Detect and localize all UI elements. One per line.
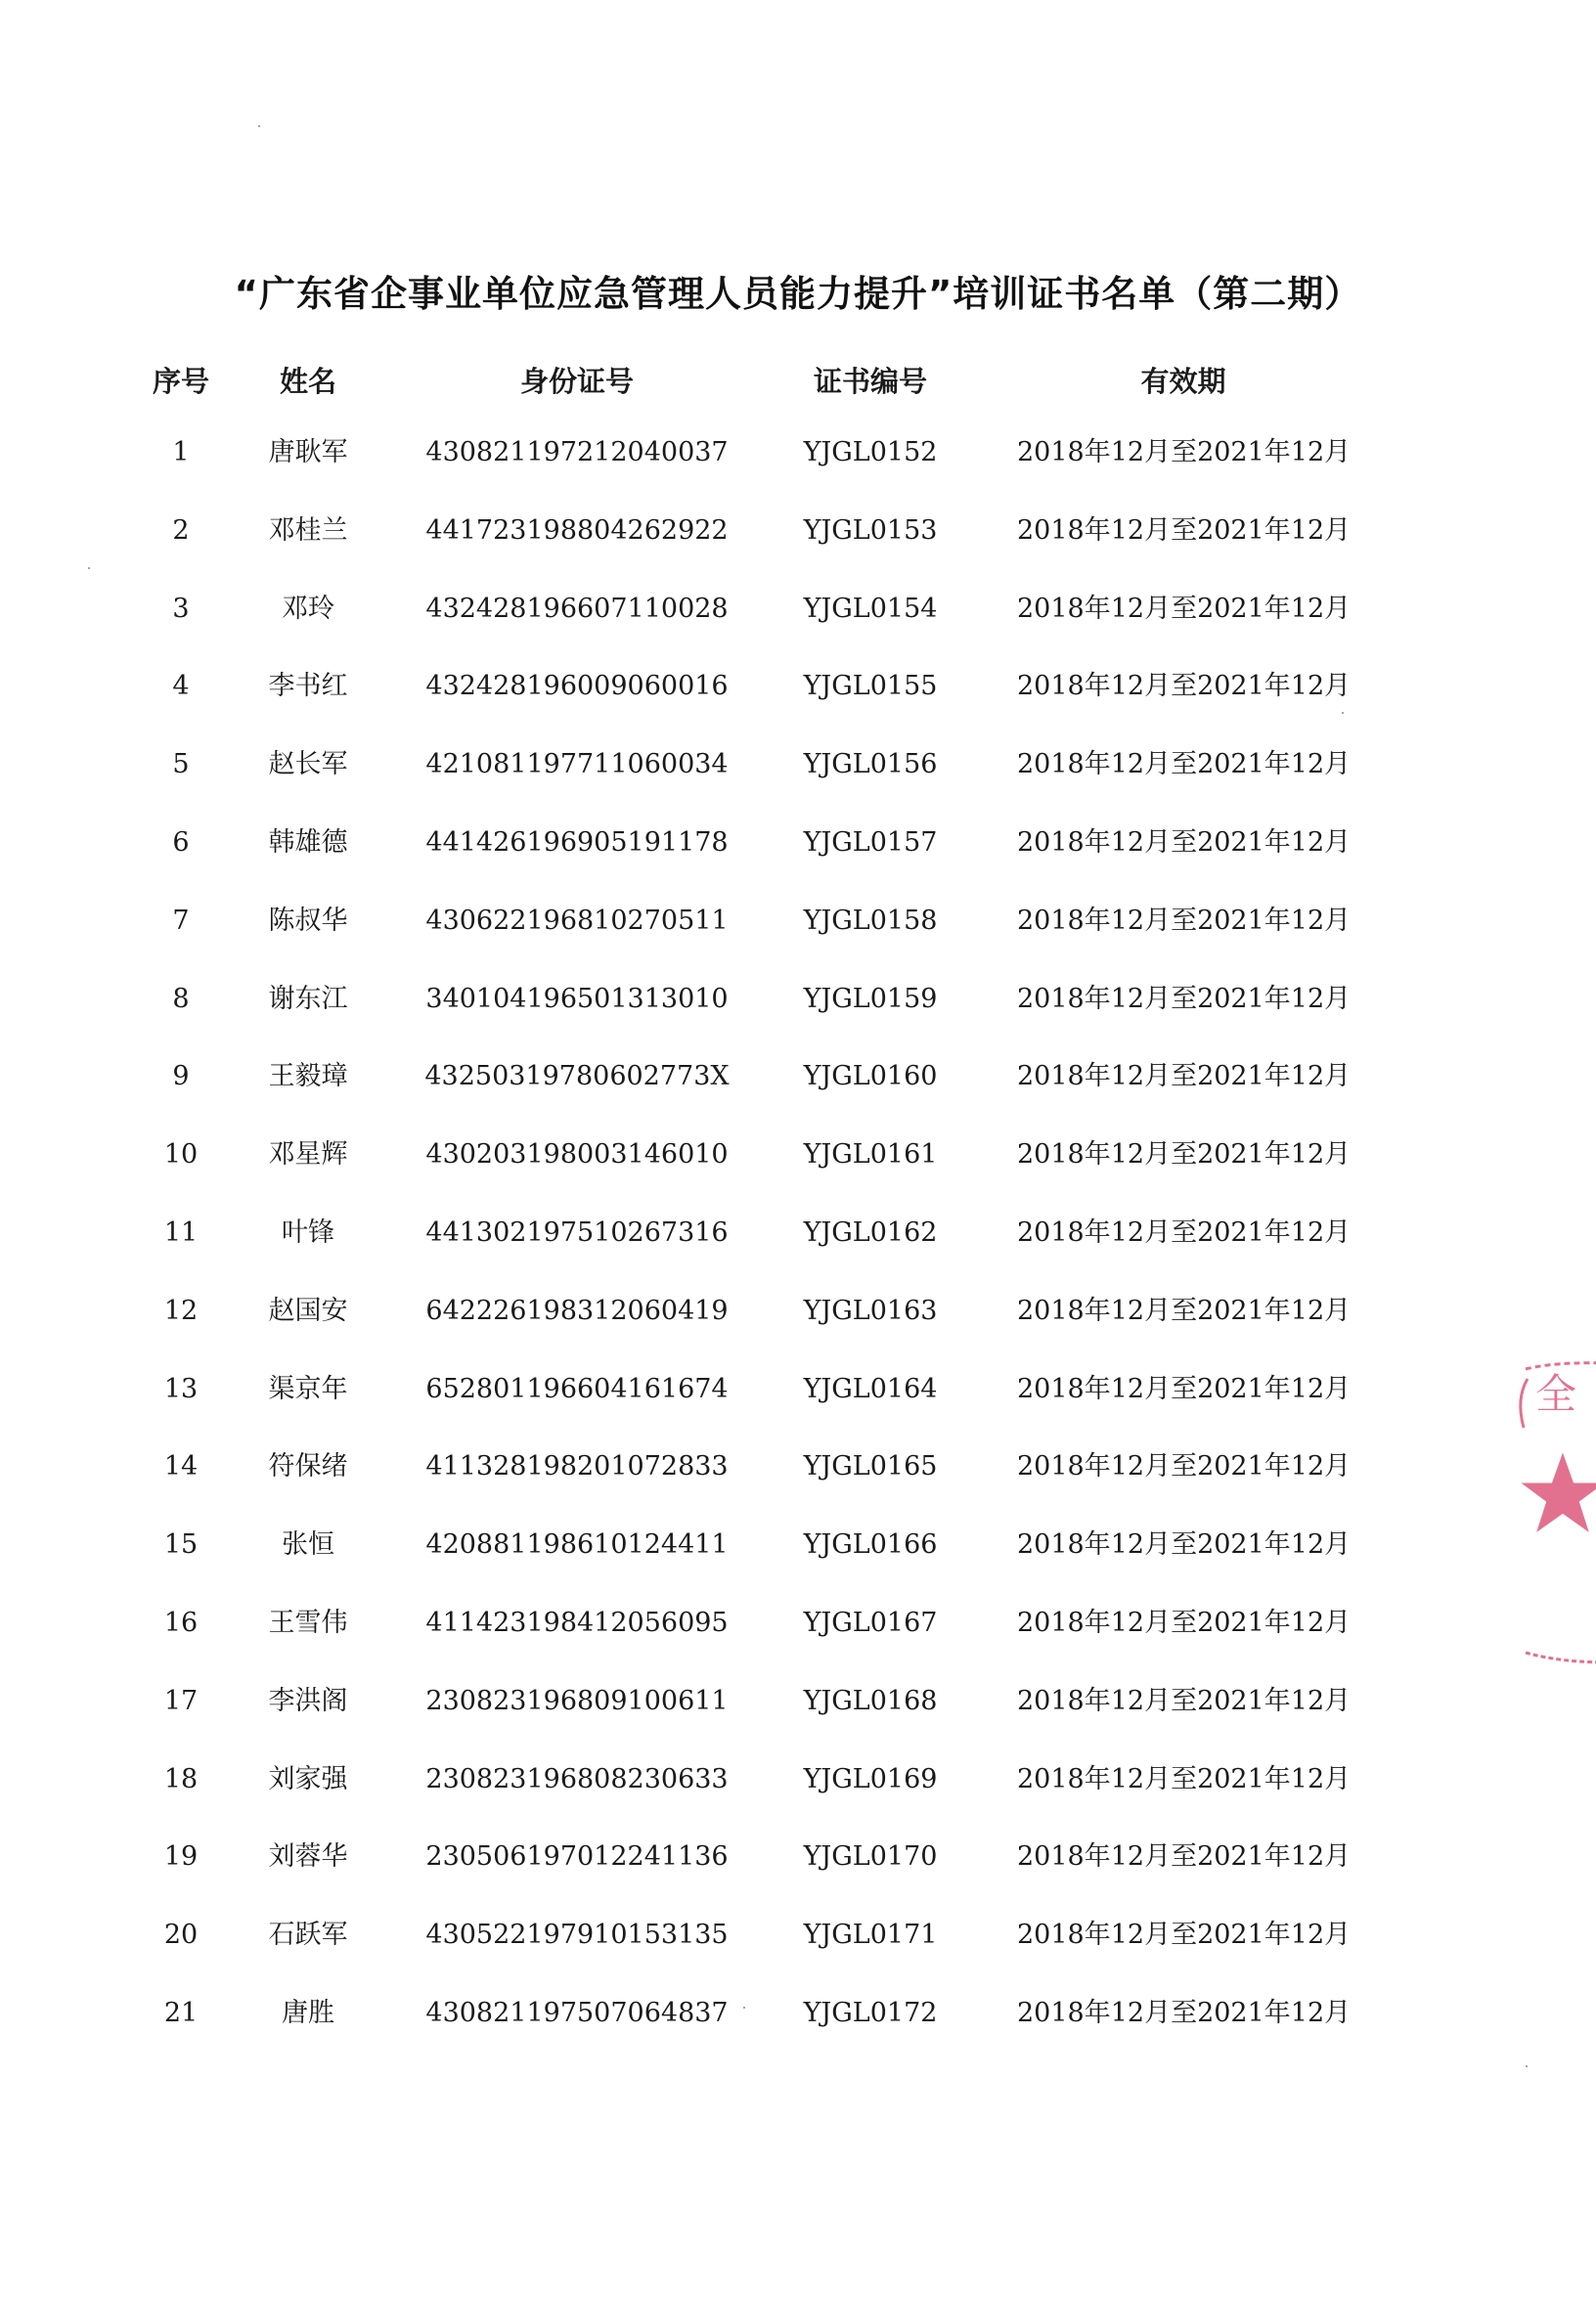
certificate-number-cell: YJGL0159	[803, 983, 938, 1014]
validity-period-cell: 2018年12月至2021年12月	[1017, 905, 1352, 936]
certificate-number-cell: YJGL0152	[803, 437, 938, 467]
table-row	[0, 735, 1596, 794]
name-cell: 王雪伟	[268, 1608, 348, 1638]
certificate-number-cell: YJGL0171	[803, 1920, 938, 1951]
table-row	[0, 1282, 1596, 1341]
name-cell: 刘家强	[268, 1763, 348, 1794]
id-number-cell: 43250319780602773X	[424, 1061, 730, 1092]
document-title: “广东省企事业单位应急管理人员能力提升”培训证书名单（第二期）	[234, 273, 1362, 315]
table-row	[0, 657, 1596, 716]
name-cell: 韩雄德	[268, 827, 348, 858]
table-row	[0, 892, 1596, 951]
validity-period-cell: 2018年12月至2021年12月	[1017, 593, 1352, 624]
name-cell: 王毅璋	[268, 1061, 348, 1092]
id-number-cell: 430821197212040037	[425, 437, 729, 467]
seq-cell: 2	[172, 514, 190, 546]
table-header	[0, 352, 1596, 411]
seq-cell: 17	[163, 1685, 199, 1716]
certificate-number-cell: YJGL0165	[803, 1451, 938, 1482]
scan-speck	[88, 567, 90, 569]
seq-cell: 16	[163, 1608, 199, 1638]
seq-cell: 15	[163, 1529, 199, 1561]
name-cell: 唐耿军	[268, 437, 348, 467]
certificate-number-cell: YJGL0153	[803, 514, 938, 546]
name-cell: 张恒	[282, 1529, 334, 1561]
id-number-cell: 420881198610124411	[425, 1529, 729, 1561]
validity-period-cell: 2018年12月至2021年12月	[1017, 1295, 1352, 1326]
name-cell: 符保绪	[268, 1451, 348, 1482]
seq-cell: 21	[163, 1998, 199, 2028]
seq-cell: 12	[163, 1295, 199, 1326]
seq-cell: 14	[163, 1451, 199, 1482]
table-row	[0, 1594, 1596, 1653]
column-header-seq: 序号	[152, 365, 209, 398]
certificate-number-cell: YJGL0157	[803, 827, 938, 858]
table-row	[0, 1438, 1596, 1496]
seq-cell: 1	[172, 437, 190, 467]
certificate-number-cell: YJGL0158	[803, 905, 938, 936]
id-number-cell: 230506197012241136	[425, 1841, 729, 1873]
certificate-number-cell: YJGL0156	[803, 749, 938, 780]
table-row	[0, 1516, 1596, 1574]
id-number-cell: 340104196501313010	[425, 983, 729, 1014]
id-number-cell: 441723198804262922	[425, 514, 729, 546]
validity-period-cell: 2018年12月至2021年12月	[1017, 1998, 1352, 2028]
validity-period-cell: 2018年12月至2021年12月	[1017, 1451, 1352, 1482]
seq-cell: 3	[172, 593, 190, 624]
seq-cell: 10	[163, 1139, 199, 1171]
seq-cell: 4	[172, 671, 190, 702]
name-cell: 刘蓉华	[268, 1841, 348, 1873]
name-cell: 渠京年	[268, 1373, 348, 1404]
id-number-cell: 652801196604161674	[425, 1373, 729, 1404]
table-row	[0, 502, 1596, 560]
column-header-valid: 有效期	[1140, 365, 1226, 398]
id-number-cell: 230823196809100611	[425, 1685, 729, 1716]
certificate-number-cell: YJGL0169	[803, 1763, 938, 1794]
validity-period-cell: 2018年12月至2021年12月	[1017, 827, 1352, 858]
seq-cell: 13	[163, 1373, 199, 1404]
column-header-name: 姓名	[279, 365, 336, 398]
seq-cell: 9	[172, 1061, 190, 1092]
validity-period-cell: 2018年12月至2021年12月	[1017, 1608, 1352, 1638]
id-number-cell: 441302197510267316	[425, 1217, 729, 1248]
id-number-cell: 411328198201072833	[425, 1451, 729, 1482]
scan-speck	[1526, 2065, 1528, 2067]
name-cell: 陈叔华	[268, 905, 348, 936]
table-row	[0, 1047, 1596, 1106]
id-number-cell: 430522197910153135	[425, 1920, 729, 1951]
table-row	[0, 1828, 1596, 1886]
validity-period-cell: 2018年12月至2021年12月	[1017, 1373, 1352, 1404]
id-number-cell: 441426196905191178	[425, 827, 729, 858]
name-cell: 邓玲	[282, 593, 334, 624]
table-row	[0, 970, 1596, 1029]
name-cell: 李洪阁	[268, 1685, 348, 1716]
validity-period-cell: 2018年12月至2021年12月	[1017, 437, 1352, 467]
svg-text:全: 全	[1535, 1370, 1577, 1418]
name-cell: 邓星辉	[268, 1139, 348, 1171]
id-number-cell: 642226198312060419	[425, 1295, 729, 1326]
scan-speck	[1342, 712, 1344, 714]
name-cell: 赵国安	[268, 1295, 348, 1326]
validity-period-cell: 2018年12月至2021年12月	[1017, 1841, 1352, 1873]
seq-cell: 7	[172, 905, 190, 936]
name-cell: 谢东江	[268, 983, 348, 1014]
table-row	[0, 1984, 1596, 2043]
certificate-number-cell: YJGL0164	[803, 1373, 938, 1404]
certificate-number-cell: YJGL0154	[803, 593, 938, 624]
certificate-number-cell: YJGL0160	[803, 1061, 938, 1092]
certificate-number-cell: YJGL0172	[803, 1998, 938, 2028]
seq-cell: 18	[163, 1763, 199, 1794]
name-cell: 赵长军	[268, 749, 348, 780]
certificate-number-cell: YJGL0155	[803, 671, 938, 702]
seq-cell: 8	[172, 983, 190, 1014]
validity-period-cell: 2018年12月至2021年12月	[1017, 1217, 1352, 1248]
table-row	[0, 1360, 1596, 1419]
validity-period-cell: 2018年12月至2021年12月	[1017, 983, 1352, 1014]
name-cell: 李书红	[268, 671, 348, 702]
certificate-number-cell: YJGL0163	[803, 1295, 938, 1326]
seq-cell: 6	[172, 827, 190, 858]
id-number-cell: 430622196810270511	[425, 905, 729, 936]
seq-cell: 20	[163, 1920, 199, 1951]
certificate-number-cell: YJGL0168	[803, 1685, 938, 1716]
validity-period-cell: 2018年12月至2021年12月	[1017, 1763, 1352, 1794]
certificate-number-cell: YJGL0167	[803, 1608, 938, 1638]
table-row	[0, 1126, 1596, 1184]
official-seal	[1506, 1340, 1596, 1692]
seq-cell: 11	[163, 1217, 199, 1248]
id-number-cell: 230823196808230633	[425, 1763, 729, 1794]
certificate-number-cell: YJGL0162	[803, 1217, 938, 1248]
id-number-cell: 432428196607110028	[425, 593, 729, 624]
id-number-cell: 432428196009060016	[425, 671, 729, 702]
table-row	[0, 423, 1596, 482]
validity-period-cell: 2018年12月至2021年12月	[1017, 1139, 1352, 1171]
name-cell: 叶锋	[282, 1217, 334, 1248]
id-number-cell: 430203198003146010	[425, 1139, 729, 1171]
validity-period-cell: 2018年12月至2021年12月	[1017, 1920, 1352, 1951]
validity-period-cell: 2018年12月至2021年12月	[1017, 749, 1352, 780]
validity-period-cell: 2018年12月至2021年12月	[1017, 1685, 1352, 1716]
validity-period-cell: 2018年12月至2021年12月	[1017, 514, 1352, 546]
scan-speck	[258, 125, 260, 127]
scan-speck	[743, 2007, 745, 2009]
validity-period-cell: 2018年12月至2021年12月	[1017, 1061, 1352, 1092]
id-number-cell: 411423198412056095	[425, 1608, 729, 1638]
seq-cell: 19	[163, 1841, 199, 1873]
name-cell: 邓桂兰	[268, 514, 348, 546]
certificate-number-cell: YJGL0161	[803, 1139, 938, 1171]
table-row	[0, 1204, 1596, 1262]
validity-period-cell: 2018年12月至2021年12月	[1017, 1529, 1352, 1561]
table-row	[0, 1672, 1596, 1731]
id-number-cell: 430821197507064837	[425, 1998, 729, 2028]
table-row	[0, 1906, 1596, 1965]
column-header-id: 身份证号	[519, 365, 634, 398]
name-cell: 唐胜	[282, 1998, 334, 2028]
validity-period-cell: 2018年12月至2021年12月	[1017, 671, 1352, 702]
certificate-number-cell: YJGL0170	[803, 1841, 938, 1873]
seq-cell: 5	[172, 749, 190, 780]
certificate-number-cell: YJGL0166	[803, 1529, 938, 1561]
name-cell: 石跃军	[268, 1920, 348, 1951]
table-row	[0, 580, 1596, 639]
table-row	[0, 1750, 1596, 1809]
id-number-cell: 421081197711060034	[425, 749, 729, 780]
table-row	[0, 814, 1596, 872]
column-header-cert: 证书编号	[813, 365, 927, 398]
